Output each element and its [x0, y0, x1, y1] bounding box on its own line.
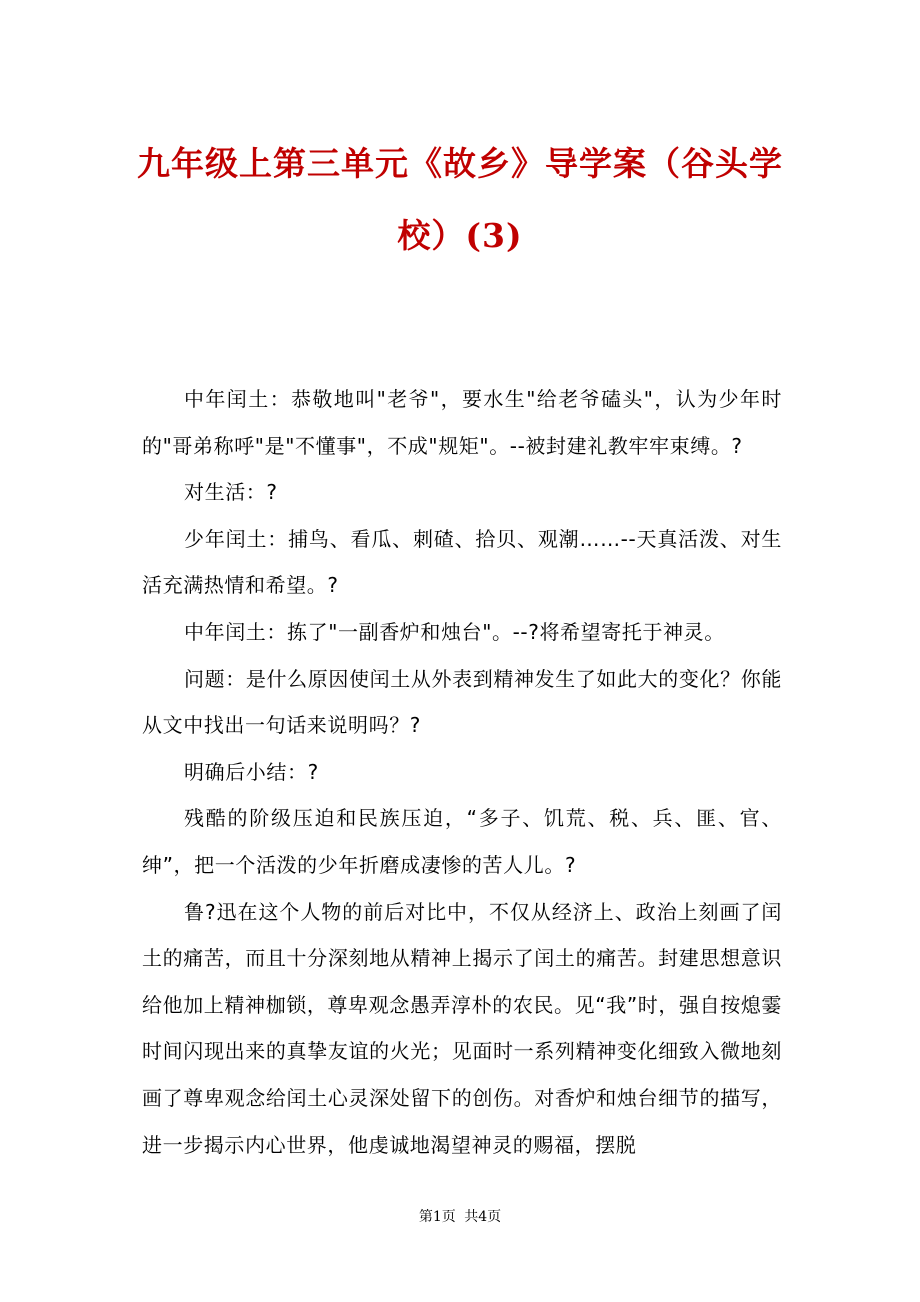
- paragraph: 明确后小结：?: [184, 759, 319, 784]
- paragraph: 对生活：?: [184, 480, 278, 505]
- paragraph: 中年闰土：拣了"一副香炉和烛台"。--?将希望寄托于神灵。: [184, 619, 725, 644]
- paragraph: 问题：是什么原因使闰土从外表到精神发生了如此大的变化？你能从文中找出一句话来说明吗？?: [142, 666, 782, 738]
- paragraph: 鲁?迅在这个人物的前后对比中，不仅从经济上、政治上刻画了闰土的痛苦，而且十分深刻地从精神上揭示了闰土的痛苦。封建思想意识给他加上精神枷锁，尊卑观念愚弄淳朴的农民。见“我”时，强自按熄霎时间闪现出来的真挚友谊的火光；见面时一系列精神变化细致入微地刻画了尊卑观念给闰土心灵深处留下的创伤。对香炉和烛台细节的描写，进一步揭示内心世界，他虔诚地渴望神灵的赐福，摆脱: [142, 899, 783, 1157]
- page-total: 共4页: [464, 1209, 502, 1225]
- page-number: 第1页: [418, 1209, 456, 1225]
- paragraph: 中年闰土：恭敬地叫"老爷"，要水生"给老爷磕头"，认为少年时的"哥弟称呼"是"不懂事"，不成"规矩"。--被封建礼教牢牢束缚。?: [142, 387, 782, 458]
- paragraph: 残酷的阶级压迫和民族压迫，“多子、饥荒、税、兵、匪、官、绅”，把一个活泼的少年折磨成凄惨的苦人儿。?: [142, 806, 782, 877]
- document-body: [142, 376, 782, 1168]
- page-footer: [0, 1206, 920, 1226]
- document-title: 九年级上第三单元《故乡》导学案（谷头学校）(3): [137, 144, 783, 255]
- paragraph: 少年闰土：捕鸟、看瓜、刺碴、拾贝、观潮……--天真活泼、对生活充满热情和希望。?: [142, 526, 782, 598]
